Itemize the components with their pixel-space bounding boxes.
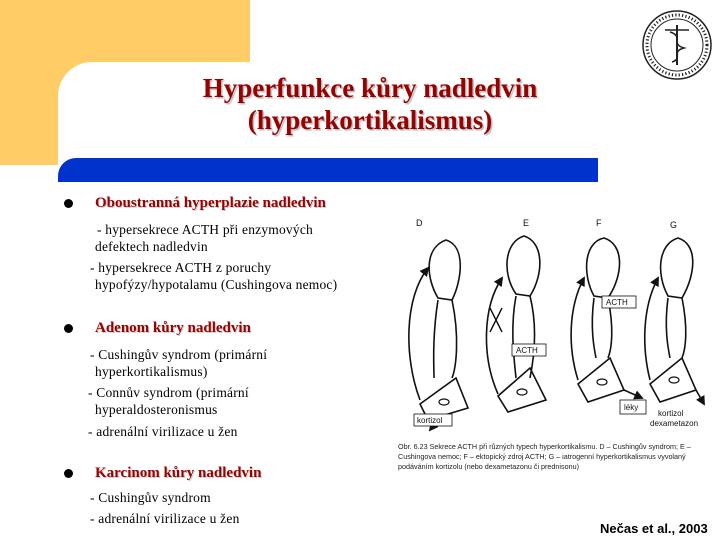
label-kortizol-g: kortizol — [658, 409, 684, 418]
acth-secretion-diagram — [398, 208, 720, 438]
section-line: hyperkortikalismus) — [95, 364, 208, 379]
section-line: - hypersekrece ACTH při enzymových — [97, 222, 313, 237]
section-heading: Karcinom kůry nadledvin — [95, 465, 262, 481]
section-line: hyperaldosteronismus — [95, 402, 218, 417]
label-dexametazon: dexametazon — [650, 419, 699, 428]
adrenal-shape-f — [578, 358, 624, 402]
section-line: - Cushingův syndrom (primární — [90, 347, 268, 362]
panel-letter-g: G — [670, 220, 678, 230]
adrenal-shape-e — [498, 368, 546, 412]
panel-letter-d: D — [416, 218, 423, 228]
label-acth-e: ACTH — [516, 346, 538, 355]
title-underline-bar — [58, 158, 598, 182]
pituitary-shape-f — [587, 238, 620, 298]
source-credit: Nečas et al., 2003 — [600, 521, 708, 536]
university-seal-icon — [640, 8, 714, 82]
slide-title — [120, 72, 620, 136]
bullet-icon — [64, 469, 73, 478]
section-line: - Connův syndrom (primární — [88, 385, 249, 400]
pituitary-shape-g — [661, 238, 693, 298]
label-leky: léky — [624, 403, 639, 412]
panel-letter-e: E — [523, 218, 530, 228]
section-line: - hypersekrece ACTH z poruchy — [90, 260, 272, 275]
label-acth-f: ACTH — [606, 298, 628, 307]
section-line: defektech nadledvin — [95, 239, 208, 254]
bullet-icon — [64, 324, 73, 333]
section-heading: Oboustranná hyperplazie nadledvin — [95, 195, 326, 211]
section-line: - adrenální virilizace u žen — [90, 511, 240, 526]
adrenal-shape-g — [650, 358, 696, 402]
bullet-icon — [64, 199, 73, 208]
pituitary-shape-d — [429, 240, 460, 300]
label-kortizol-d: kortizol — [417, 416, 443, 425]
section-line: - adrenální virilizace u žen — [88, 424, 238, 439]
section-heading: Adenom kůry nadledvin — [95, 320, 251, 336]
slide-title-line1: Hyperfunkce kůry nadledvin — [202, 73, 538, 103]
pituitary-shape-e — [507, 236, 540, 296]
panel-letter-f: F — [596, 218, 602, 228]
slide-title-line2: (hyperkortikalismus) — [247, 105, 493, 135]
section-line: hypofýzy/hypotalamu (Cushingova nemoc) — [95, 277, 338, 292]
figure-caption: Obr. 6.23 Sekrece ACTH při různých typech hyperkortikalismu. D – Cushingův syndrom; E – Cushingova nemoc; F – ektopický zdroj ACTH; G – iatrogenní hyperkortikalismus vyvolaný podáváním kortizolu (nebo dexametazonu či prednisonu) — [398, 442, 691, 471]
section-line: - Cushingův syndrom — [90, 490, 211, 505]
